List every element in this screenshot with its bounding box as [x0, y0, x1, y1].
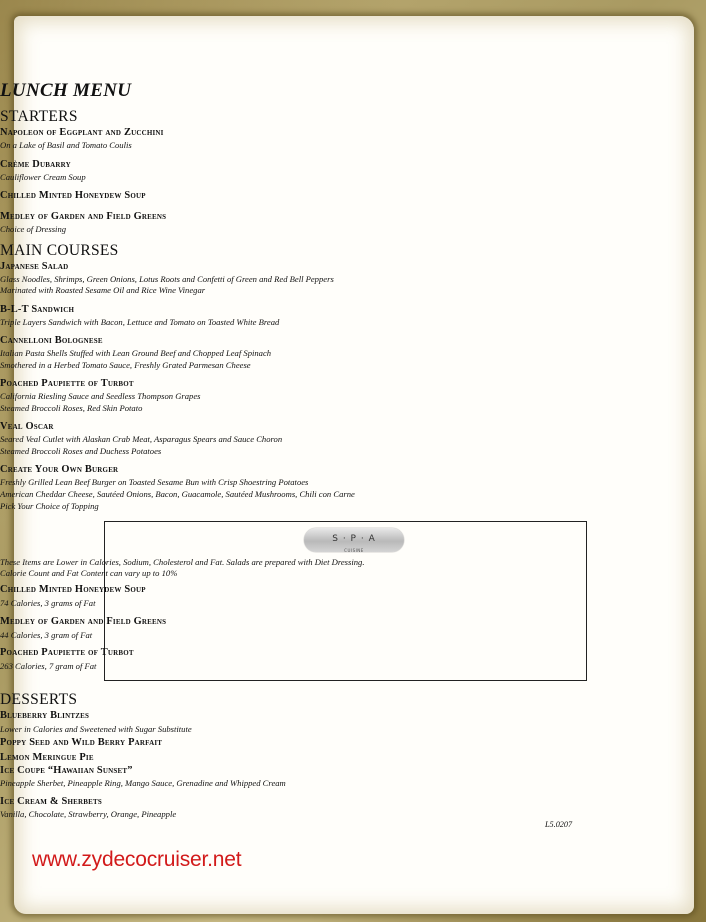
- spa-note: Calorie Count and Fat Content can vary up to 10%: [0, 568, 178, 578]
- dish-description: Freshly Grilled Lean Beef Burger on Toasted Sesame Bun with Crisp Shoestring Potatoes: [0, 477, 309, 487]
- dish-name: Poppy Seed and Wild Berry Parfait: [0, 737, 163, 748]
- dish-description: American Cheddar Cheese, Sautéed Onions, Bacon, Guacamole, Sautéed Mushrooms, Chili con Carne: [0, 489, 355, 499]
- dish-name: Chilled Minted Honeydew Soup: [0, 584, 146, 595]
- dish-name: Napoleon of Eggplant and Zucchini: [0, 127, 164, 138]
- dish-description: 263 Calories, 7 gram of Fat: [0, 661, 97, 671]
- spa-note: These Items are Lower in Calories, Sodium, Cholesterol and Fat. Salads are prepared with Diet Dressing.: [0, 557, 365, 567]
- dish-description: On a Lake of Basil and Tomato Coulis: [0, 140, 132, 150]
- dish-name: Blueberry Blintzes: [0, 710, 90, 721]
- spa-logo: S · P · A: [304, 528, 404, 552]
- dish-name: Create Your Own Burger: [0, 464, 119, 475]
- dish-name: Poached Paupiette of Turbot: [0, 647, 134, 658]
- section-heading-starters: STARTERS: [0, 108, 78, 125]
- dish-name: B-L-T Sandwich: [0, 304, 75, 315]
- dish-name: Medley of Garden and Field Greens: [0, 616, 167, 627]
- section-heading-desserts: DESSERTS: [0, 691, 78, 708]
- dish-name: Ice Coupe “Hawaiian Sunset”: [0, 765, 133, 776]
- dish-name: Medley of Garden and Field Greens: [0, 211, 167, 222]
- dish-name: Ice Cream & Sherbets: [0, 796, 102, 807]
- dish-description: Vanilla, Chocolate, Strawberry, Orange, Pineapple: [0, 809, 177, 819]
- dish-name: Chilled Minted Honeydew Soup: [0, 190, 146, 201]
- dish-description: 74 Calories, 3 grams of Fat: [0, 598, 96, 608]
- dish-name: Poached Paupiette of Turbot: [0, 378, 134, 389]
- dish-name: Cannelloni Bolognese: [0, 335, 103, 346]
- dish-name: Crème Dubarry: [0, 159, 71, 170]
- spa-logo-subtitle: CUISINE: [344, 548, 364, 553]
- menu-code: L5.0207: [545, 820, 573, 829]
- dish-description: Marinated with Roasted Sesame Oil and Rice Wine Vinegar: [0, 285, 206, 295]
- dish-description: California Riesling Sauce and Seedless Thompson Grapes: [0, 391, 201, 401]
- dish-description: Italian Pasta Shells Stuffed with Lean Ground Beef and Chopped Leaf Spinach: [0, 348, 272, 358]
- dish-description: Smothered in a Herbed Tomato Sauce, Freshly Grated Parmesan Cheese: [0, 360, 251, 370]
- dish-name: Japanese Salad: [0, 261, 69, 272]
- dish-description: Steamed Broccoli Roses, Red Skin Potato: [0, 403, 143, 413]
- dish-description: Pick Your Choice of Topping: [0, 501, 99, 511]
- section-heading-main-courses: MAIN COURSES: [0, 242, 119, 259]
- dish-description: Triple Layers Sandwich with Bacon, Lettuce and Tomato on Toasted White Bread: [0, 317, 280, 327]
- menu-title: LUNCH MENU: [0, 80, 132, 101]
- dish-description: Glass Noodles, Shrimps, Green Onions, Lotus Roots and Confetti of Green and Red Bell Peppers: [0, 274, 334, 284]
- dish-name: Veal Oscar: [0, 421, 54, 432]
- watermark: www.zydecocruiser.net: [32, 848, 242, 871]
- dish-description: Choice of Dressing: [0, 224, 67, 234]
- dish-description: 44 Calories, 3 gram of Fat: [0, 630, 93, 640]
- dish-name: Lemon Meringue Pie: [0, 752, 94, 763]
- dish-description: Cauliflower Cream Soup: [0, 172, 86, 182]
- dish-description: Lower in Calories and Sweetened with Sugar Substitute: [0, 724, 192, 734]
- dish-description: Steamed Broccoli Roses and Duchess Potatoes: [0, 446, 162, 456]
- dish-description: Pineapple Sherbet, Pineapple Ring, Mango Sauce, Grenadine and Whipped Cream: [0, 778, 286, 788]
- dish-description: Seared Veal Cutlet with Alaskan Crab Meat, Asparagus Spears and Sauce Choron: [0, 434, 283, 444]
